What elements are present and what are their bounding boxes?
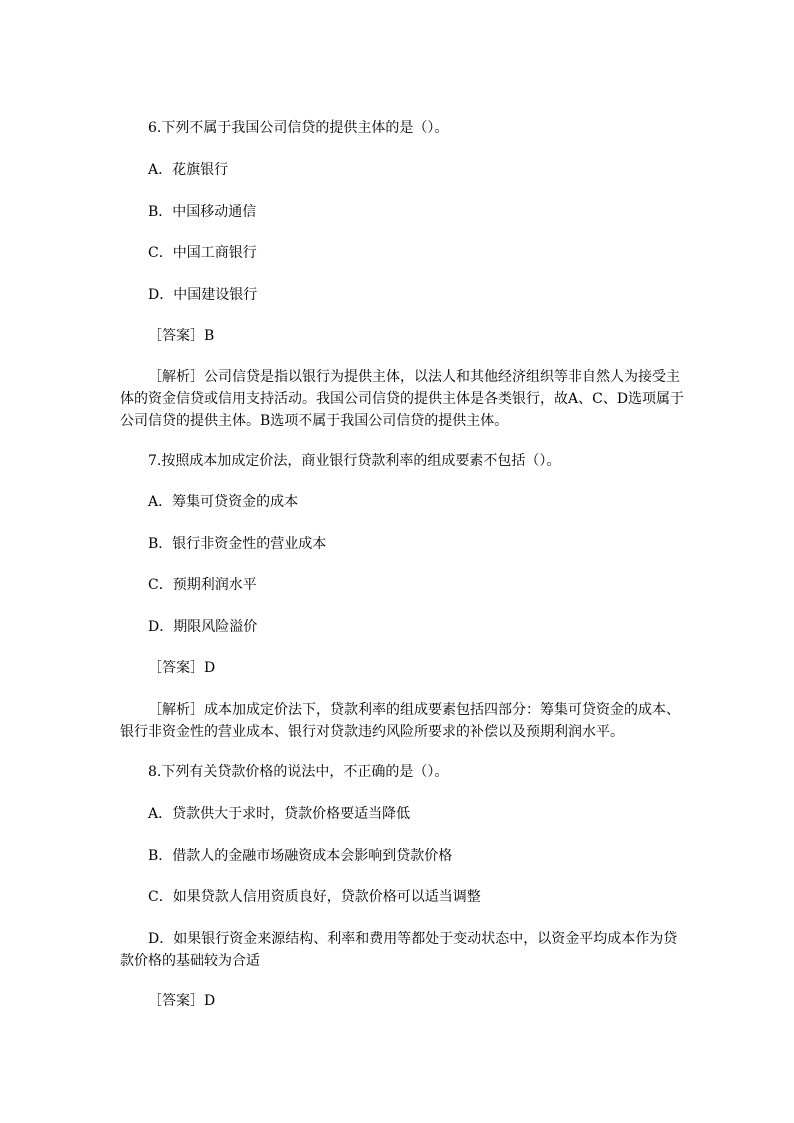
question-7-option-d: D．期限风险溢价 (148, 619, 258, 635)
question-7-stem: 7.按照成本加成定价法，商业银行贷款利率的组成要素不包括（）。 (148, 453, 561, 469)
question-6-stem: 6.下列不属于我国公司信贷的提供主体的是（）。 (148, 120, 449, 136)
question-6-answer: ［答案］B (148, 328, 215, 344)
question-8-option-a: A．贷款供大于求时，贷款价格要适当降低 (148, 806, 411, 822)
question-8-stem: 8.下列有关贷款价格的说法中，不正确的是（）。 (148, 764, 449, 780)
question-8-option-b: B．借款人的金融市场融资成本会影响到贷款价格 (148, 848, 453, 864)
question-6-option-b: B．中国移动通信 (148, 204, 257, 220)
question-8-option-c: C．如果贷款人信用资质良好，贷款价格可以适当调整 (148, 889, 481, 905)
question-7-option-b: B．银行非资金性的营业成本 (148, 536, 327, 552)
question-7-option-c: C．预期利润水平 (148, 577, 257, 593)
question-8-answer: ［答案］D (148, 993, 216, 1009)
question-7-analysis: ［解析］成本加成定价法下，贷款利率的组成要素包括四部分：筹集可贷资金的成本、银行非资金性的营业成本、银行对贷款违约风险所要求的补偿以及预期利润水平。 (120, 702, 680, 740)
question-6-analysis: ［解析］公司信贷是指以银行为提供主体，以法人和其他经济组织等非自然人为接受主体的资金信贷或信用支持活动。我国公司信贷的提供主体是各类银行，故A、C、D选项属于公司信贷的提供主体。B选项不属于我国公司信贷的提供主体。 (120, 369, 685, 429)
question-6-option-a: A．花旗银行 (148, 162, 229, 178)
question-8-option-d: D．如果银行资金来源结构、利率和费用等都处于变动状态中，以资金平均成本作为贷款价格的基础较为合适 (120, 931, 678, 969)
question-6-option-c: C．中国工商银行 (148, 245, 257, 261)
question-7-answer: ［答案］D (148, 660, 216, 676)
question-7-option-a: A．筹集可贷资金的成本 (148, 494, 299, 510)
question-6-option-d: D．中国建设银行 (148, 287, 258, 303)
